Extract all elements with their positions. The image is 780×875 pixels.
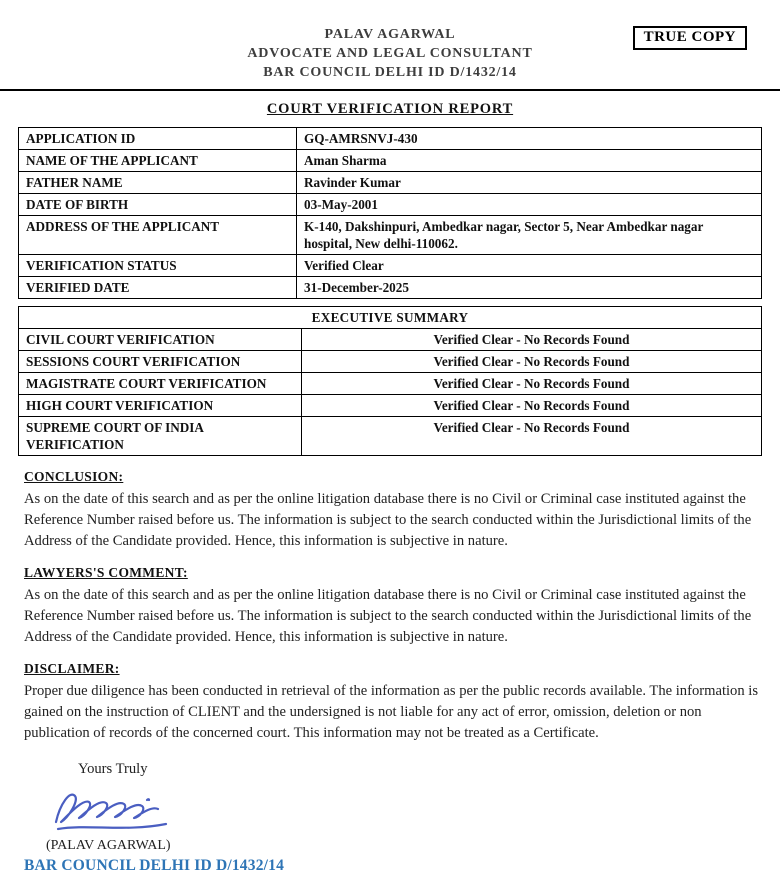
row-value: Verified Clear - No Records Found xyxy=(302,329,762,351)
report-title: COURT VERIFICATION REPORT xyxy=(266,101,514,117)
table-row xyxy=(19,255,762,277)
table-row xyxy=(19,395,762,417)
table-row xyxy=(19,216,762,255)
row-value: Verified Clear xyxy=(297,255,762,277)
letterhead-name: PALAV AGARWAL xyxy=(324,27,456,42)
row-value: Verified Clear - No Records Found xyxy=(302,395,762,417)
row-label: DATE OF BIRTH xyxy=(19,194,297,216)
table-row xyxy=(19,277,762,299)
row-label: ADDRESS OF THE APPLICANT xyxy=(19,216,297,255)
row-value: GQ-AMRSNVJ-430 xyxy=(297,128,762,150)
row-label: VERIFICATION STATUS xyxy=(19,255,297,277)
applicant-details-table xyxy=(18,127,762,299)
table-row xyxy=(19,194,762,216)
row-label: MAGISTRATE COURT VERIFICATION xyxy=(19,373,302,395)
letterhead-role: ADVOCATE AND LEGAL CONSULTANT xyxy=(247,46,533,61)
section-heading: CONCLUSION: xyxy=(24,469,124,484)
section-body: Proper due diligence has been conducted in retrieval of the information as per the public records available. The information is gained on the instruction of CLIENT and the undersigned is not liable for any act of error, omission, deletion or non publication of records of the concerned court. This information may not be treated as a Certificate. xyxy=(24,683,759,741)
table-row xyxy=(19,417,762,456)
header-divider xyxy=(0,89,780,91)
section-conclusion xyxy=(24,469,762,552)
row-label: VERIFIED DATE xyxy=(19,277,297,299)
summary-header: EXECUTIVE SUMMARY xyxy=(19,307,762,329)
section-disclaimer xyxy=(24,661,762,744)
section-body: As on the date of this search and as per the online litigation database there is no Civil or Criminal case instituted against the Reference Number raised before us. The information is subject to the search conducted within the Jurisdictional limits of the Address of the Candidate provided. Hence, this information is subjective in nature. xyxy=(24,491,752,549)
row-label: SUPREME COURT OF INDIA VERIFICATION xyxy=(19,417,302,456)
row-label: APPLICATION ID xyxy=(19,128,297,150)
table-row xyxy=(19,373,762,395)
table-row xyxy=(19,351,762,373)
row-value: Aman Sharma xyxy=(297,150,762,172)
row-label: HIGH COURT VERIFICATION xyxy=(19,395,302,417)
section-heading: DISCLAIMER: xyxy=(24,661,120,676)
signature xyxy=(48,782,178,838)
row-label: CIVIL COURT VERIFICATION xyxy=(19,329,302,351)
section-body: As on the date of this search and as per the online litigation database there is no Civil or Criminal case instituted against the Reference Number raised before us. The information is subject to the search conducted within the Jurisdictional limits of the Address of the Candidate provided. Hence, this information is subjective in nature. xyxy=(24,587,752,645)
true-copy-label: TRUE COPY xyxy=(643,29,736,45)
true-copy-stamp xyxy=(633,26,747,50)
executive-summary-table xyxy=(18,306,762,456)
footer-bar-id: BAR COUNCIL DELHI ID D/1432/14 xyxy=(24,857,285,874)
table-row xyxy=(19,172,762,194)
section-lawyers-comment xyxy=(24,565,762,648)
signatory-name: (PALAV AGARWAL) xyxy=(46,838,171,853)
row-label: SESSIONS COURT VERIFICATION xyxy=(19,351,302,373)
table-row xyxy=(19,128,762,150)
table-row xyxy=(19,150,762,172)
section-heading: LAWYERS'S COMMENT: xyxy=(24,565,188,580)
table-row xyxy=(19,329,762,351)
row-value: 31-December-2025 xyxy=(297,277,762,299)
row-value: 03-May-2001 xyxy=(297,194,762,216)
row-value: Verified Clear - No Records Found xyxy=(302,417,762,456)
letterhead-bar-id: BAR COUNCIL DELHI ID D/1432/14 xyxy=(263,65,517,80)
row-label: NAME OF THE APPLICANT xyxy=(19,150,297,172)
signature-image xyxy=(48,782,178,838)
row-value: Verified Clear - No Records Found xyxy=(302,373,762,395)
row-value: Ravinder Kumar xyxy=(297,172,762,194)
row-value: K-140, Dakshinpuri, Ambedkar nagar, Sector 5, Near Ambedkar nagar hospital, New delhi-110062. xyxy=(297,216,762,255)
closing-text: Yours Truly xyxy=(78,761,148,777)
summary-header-row xyxy=(19,307,762,329)
row-value: Verified Clear - No Records Found xyxy=(302,351,762,373)
row-label: FATHER NAME xyxy=(19,172,297,194)
